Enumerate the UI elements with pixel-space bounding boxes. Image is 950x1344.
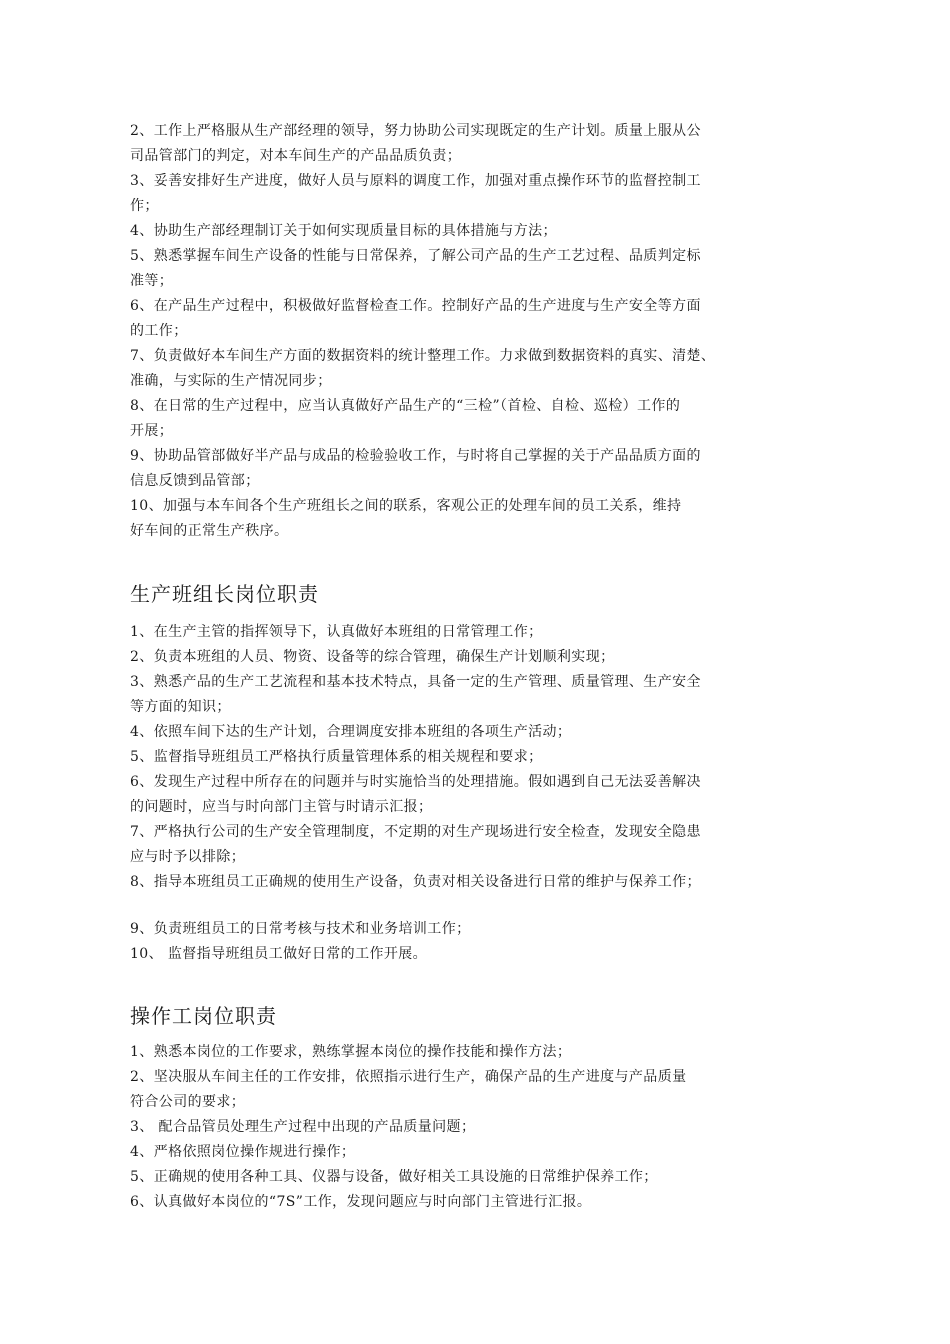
duty-line: 9、协助品管部做好半产品与成品的检验验收工作，与时将自己掌握的关于产品品质方面的: [130, 448, 701, 464]
duty-line: 应与时予以排除；: [130, 849, 246, 865]
duty-line: 10、 监督指导班组员工做好日常的工作开展。: [130, 946, 428, 962]
duty-line: 2、坚决服从车间主任的工作安排，依照指示进行生产，确保产品的生产进度与产品质量: [130, 1069, 687, 1085]
duty-line: 的工作；: [130, 323, 188, 339]
duty-line: 4、协助生产部经理制订关于如何实现质量目标的具体措施与方法；: [130, 223, 557, 239]
duty-line: 3、 配合品管员处理生产过程中出现的产品质量问题；: [130, 1119, 476, 1135]
duty-line: 符合公司的要求；: [130, 1094, 246, 1110]
duty-line: 8、在日常的生产过程中，应当认真做好产品生产的“三检”（首检、自检、巡检）工作的: [130, 398, 681, 414]
duty-line: 1、熟悉本岗位的工作要求，熟练掌握本岗位的操作技能和操作方法；: [130, 1044, 572, 1060]
duty-line: 开展；: [130, 423, 174, 439]
duty-line: 6、发现生产过程中所存在的问题并与时实施恰当的处理措施。假如遇到自己无法妥善解决: [130, 774, 701, 790]
duty-line: 好车间的正常生产秩序。: [130, 523, 289, 539]
duty-line: 5、监督指导班组员工严格执行质量管理体系的相关规程和要求；: [130, 749, 543, 765]
duty-line: 9、负责班组员工的日常考核与技术和业务培训工作；: [130, 921, 471, 937]
duty-line: 准确，与实际的生产情况同步；: [130, 373, 332, 389]
duty-line: 等方面的知识；: [130, 699, 231, 715]
duty-line: 3、熟悉产品的生产工艺流程和基本技术特点，具备一定的生产管理、质量管理、生产安全: [130, 674, 701, 690]
duty-line: 准等；: [130, 273, 174, 289]
duty-line: 司品管部门的判定，对本车间生产的产品品质负责；: [130, 148, 462, 164]
duty-line: 8、指导本班组员工正确规的使用生产设备，负责对相关设备进行日常的维护与保养工作；: [130, 874, 701, 890]
duty-line: 5、熟悉掌握车间生产设备的性能与日常保养，了解公司产品的生产工艺过程、品质判定标: [130, 248, 701, 264]
section-heading: 操作工岗位职责: [130, 1004, 277, 1028]
duty-line: 3、妥善安排好生产进度，做好人员与原料的调度工作，加强对重点操作环节的监督控制工: [130, 173, 701, 189]
duty-line: 4、依照车间下达的生产计划，合理调度安排本班组的各项生产活动；: [130, 724, 572, 740]
duty-line: 1、在生产主管的指挥领导下，认真做好本班组的日常管理工作；: [130, 624, 543, 640]
duty-line: 10、加强与本车间各个生产班组长之间的联系，客观公正的处理车间的员工关系，维持: [130, 498, 682, 514]
team-leader-duties: [130, 580, 810, 967]
duty-line: 信息反馈到品管部；: [130, 473, 260, 489]
duty-line: 5、正确规的使用各种工具、仪器与设备，做好相关工具设施的日常维护保养工作；: [130, 1169, 658, 1185]
duty-line: 2、工作上严格服从生产部经理的领导，努力协助公司实现既定的生产计划。质量上服从公: [130, 123, 701, 139]
duty-line: 4、严格依照岗位操作规进行操作；: [130, 1144, 356, 1160]
duty-line: 7、负责做好本车间生产方面的数据资料的统计整理工作。力求做到数据资料的真实、清楚、: [130, 348, 716, 364]
section-heading: 生产班组长岗位职责: [130, 582, 319, 606]
duty-line: 6、认真做好本岗位的“7S”工作，发现问题应与时向部门主管进行汇报。: [130, 1194, 592, 1210]
operator-duties: [130, 1002, 810, 1215]
duty-line: 6、在产品生产过程中，积极做好监督检查工作。控制好产品的生产进度与生产安全等方面: [130, 298, 701, 314]
duty-line: 作；: [130, 198, 159, 214]
duty-line: 的问题时，应当与时向部门主管与时请示汇报；: [130, 799, 433, 815]
duty-line: 7、严格执行公司的生产安全管理制度，不定期的对生产现场进行安全检查，发现安全隐患: [130, 824, 701, 840]
workshop-supervisor-duties: [130, 119, 810, 544]
duty-line: 2、负责本班组的人员、物资、设备等的综合管理，确保生产计划顺利实现；: [130, 649, 615, 665]
